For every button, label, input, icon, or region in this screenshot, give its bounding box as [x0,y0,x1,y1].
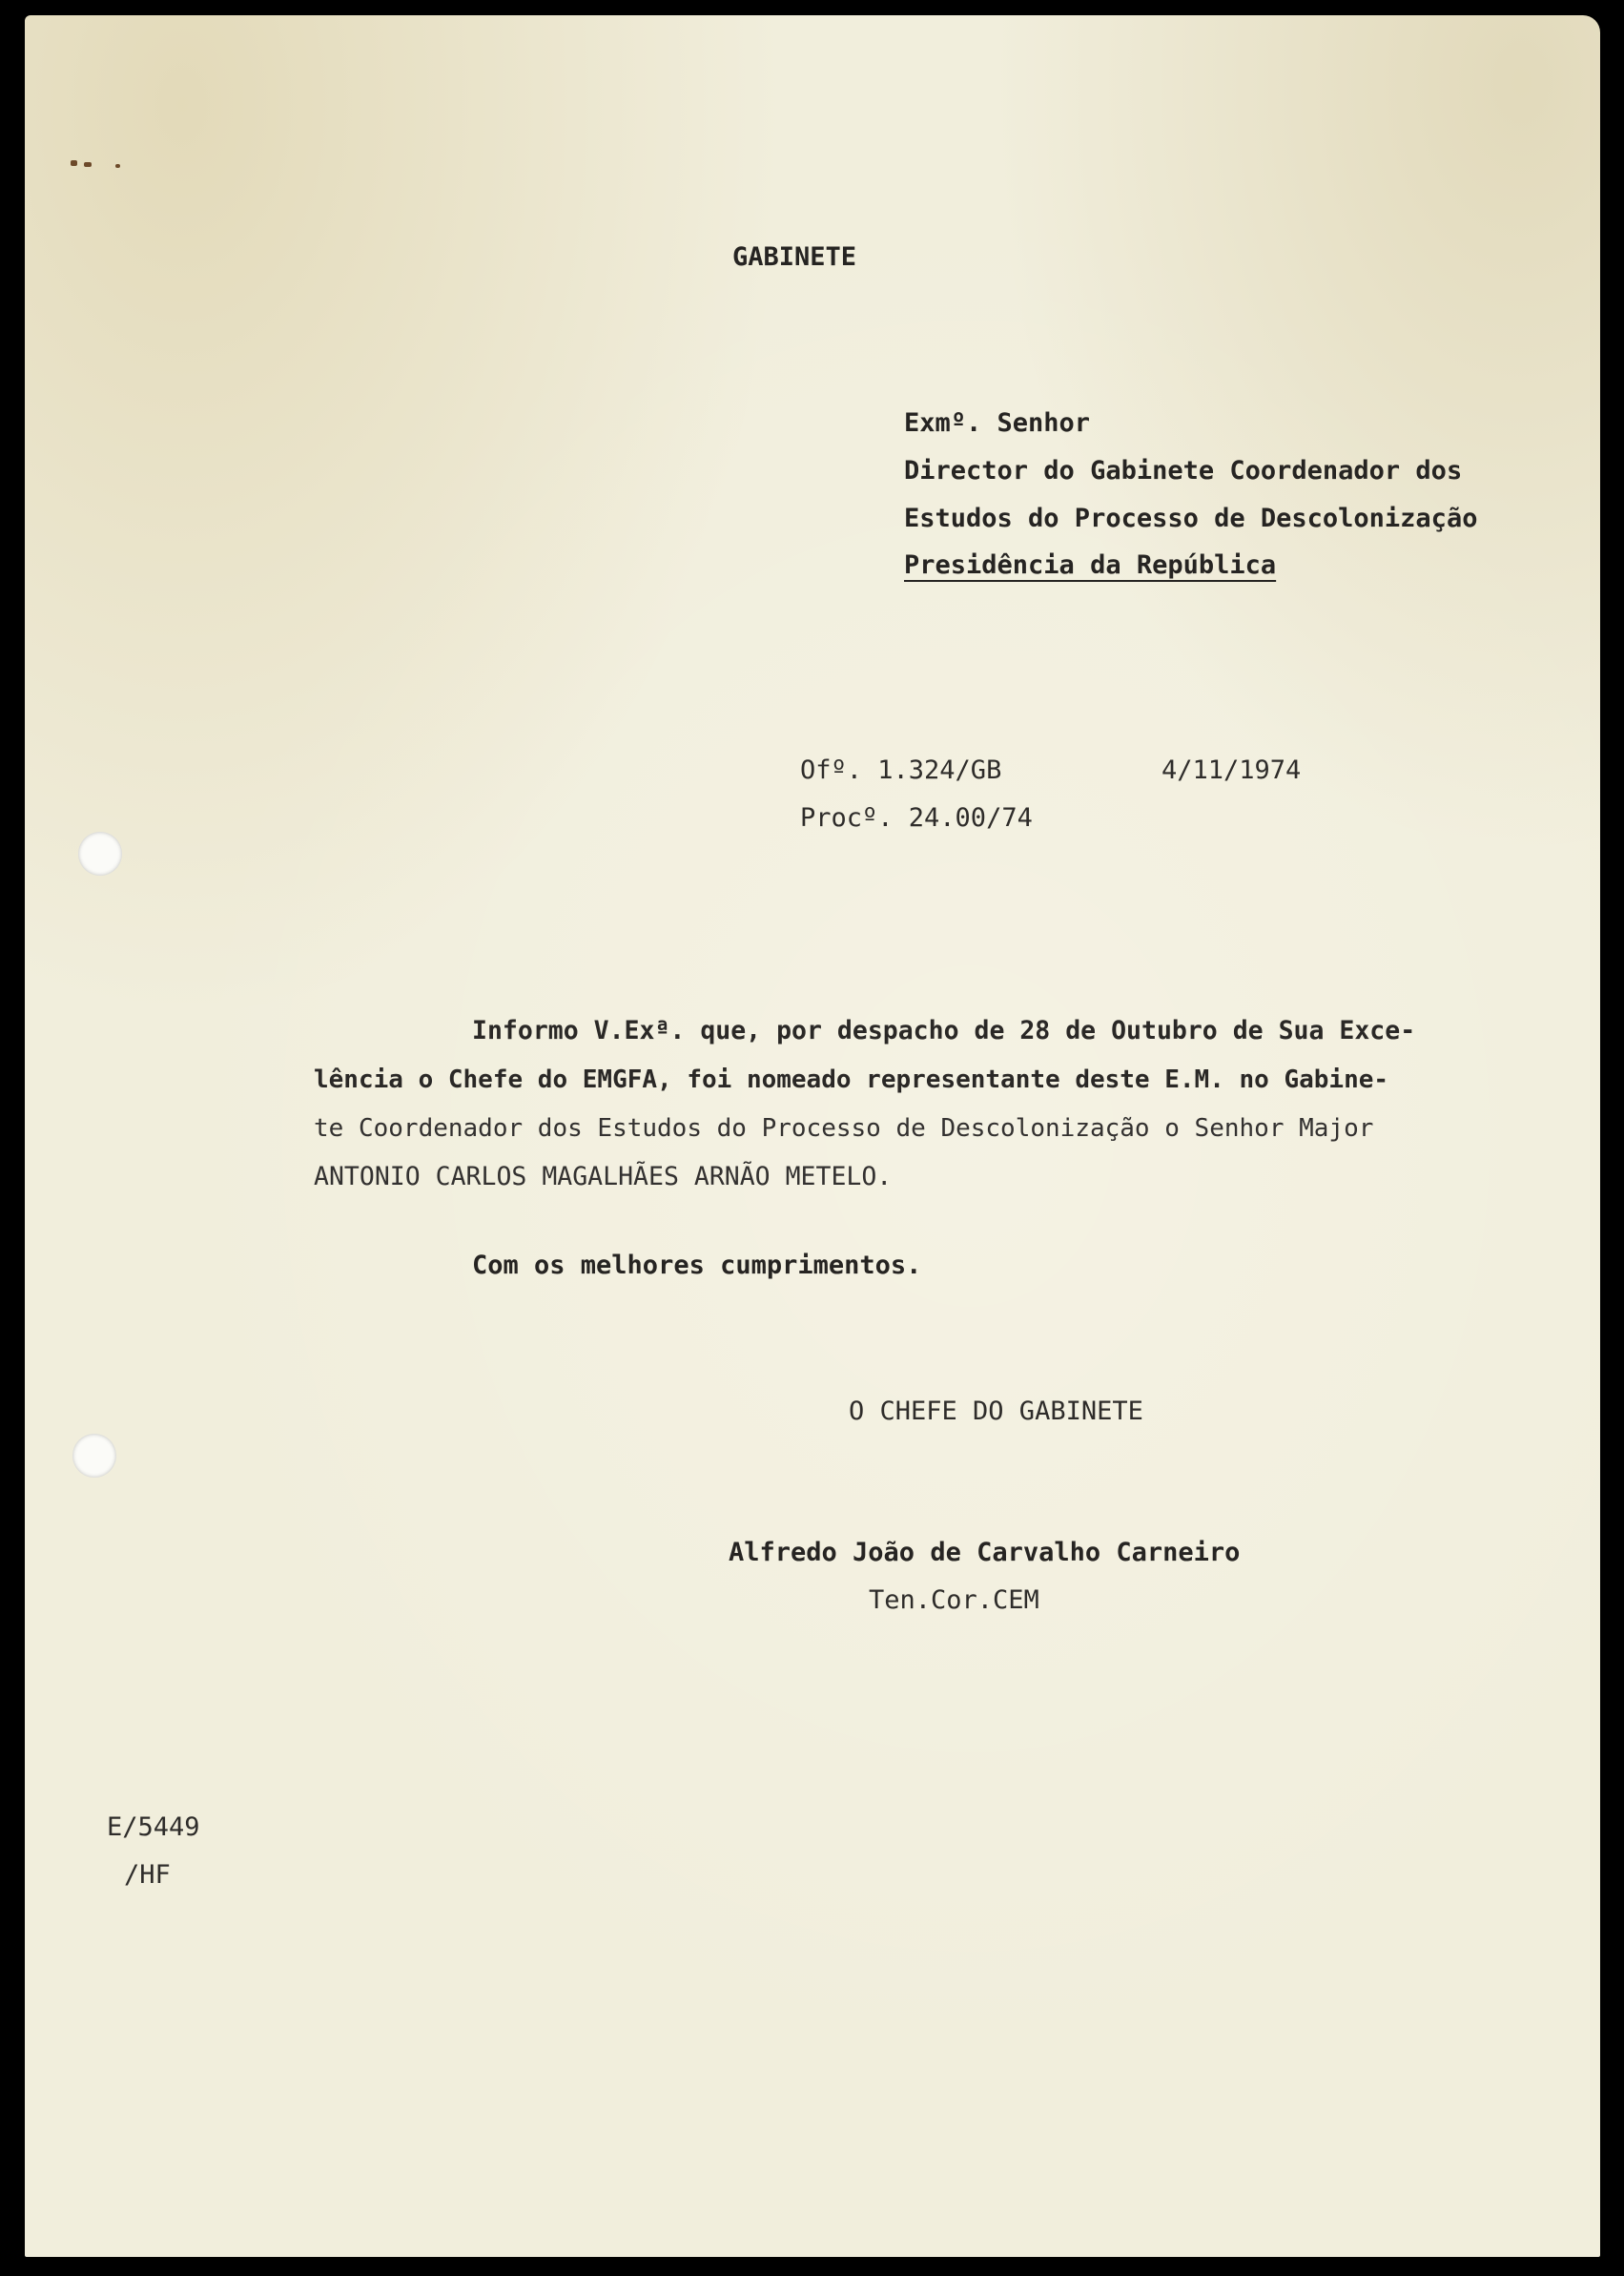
punch-hole-lower [72,1434,116,1478]
addressee-line-3: Presidência da República [904,550,1277,580]
body-line-1: Informo V.Exª. que, por despacho de 28 de Outubro de Sua Exce- [472,1016,1416,1045]
closing-line: Com os melhores cumprimentos. [472,1251,922,1280]
rust-mark [84,162,92,167]
paper-sheet [25,15,1600,2257]
signature-title: O CHEFE DO GABINETE [849,1397,1143,1426]
addressee-line-2: Estudos do Processo de Descolonização [904,504,1478,533]
addressee-salutation: Exmº. Senhor [904,408,1091,438]
processo-number: Procº. 24.00/74 [800,803,1033,833]
file-reference-line-2: /HF [124,1860,171,1890]
signatory-name: Alfredo João de Carvalho Carneiro [729,1538,1241,1567]
document-header: GABINETE [732,242,857,272]
file-reference-line-1: E/5449 [107,1812,200,1842]
signatory-rank: Ten.Cor.CEM [869,1585,1039,1615]
body-line-4: ANTONIO CARLOS MAGALHÃES ARNÃO METELO. [314,1162,893,1191]
document-date: 4/11/1974 [1161,755,1302,785]
oficio-number: Ofº. 1.324/GB [800,755,1002,785]
rust-mark [115,164,120,168]
punch-hole-upper [78,832,122,876]
rust-mark [71,160,77,166]
addressee-line-1: Director do Gabinete Coordenador dos [904,456,1463,486]
body-line-2: lência o Chefe do EMGFA, foi nomeado representante deste E.M. no Gabine- [314,1066,1389,1094]
body-line-3: te Coordenador dos Estudos do Processo de Descolonização o Senhor Major [314,1114,1374,1143]
